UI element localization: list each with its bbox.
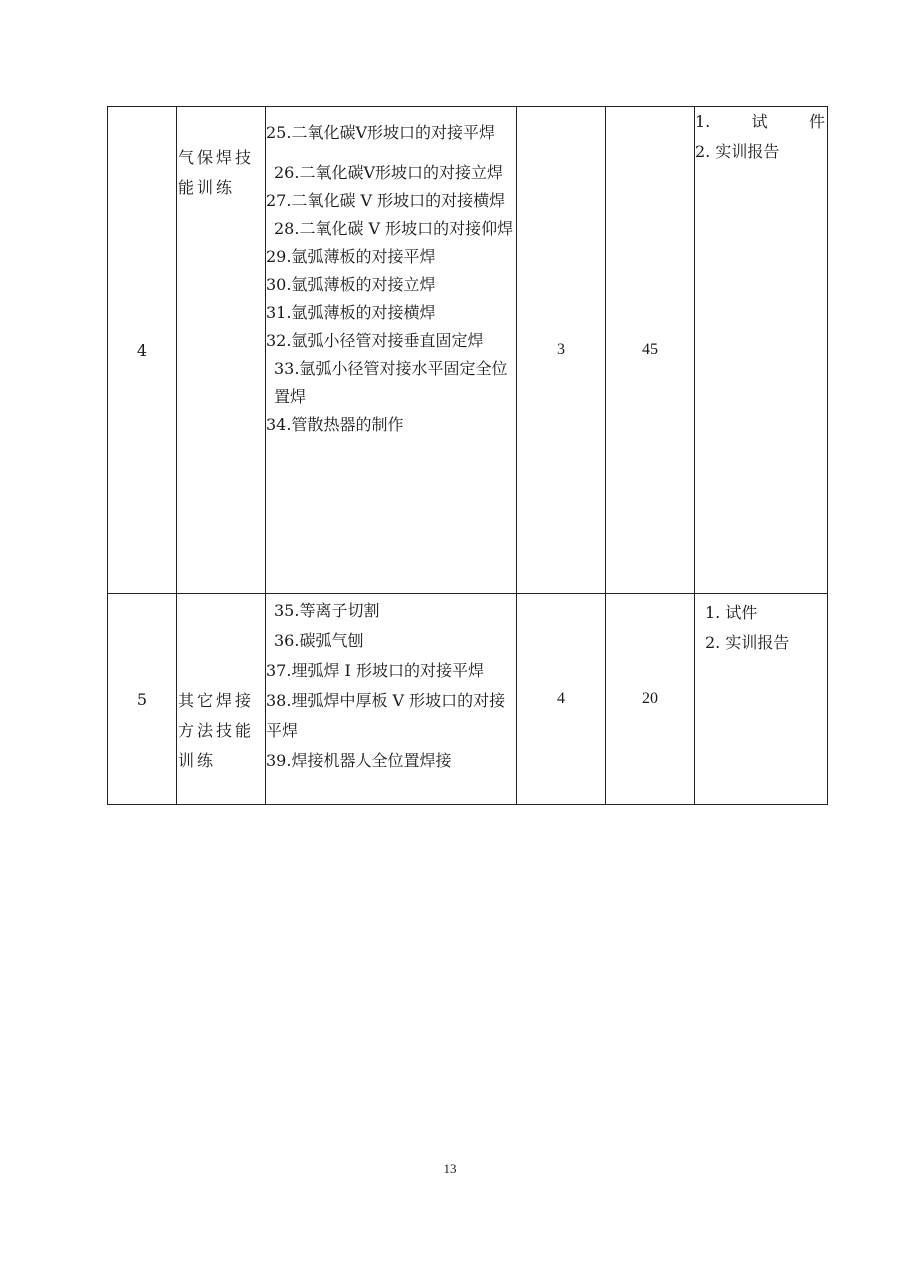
content-item: 25.二氧化碳V形坡口的对接平焊 (266, 123, 496, 142)
weeks-cell: 4 (517, 594, 606, 805)
content-item: 33.氩弧小径管对接水平固定全位置焊 (274, 359, 508, 406)
evaluation-item: 1. 试 件 (695, 112, 825, 131)
evaluation-item: 2. 实训报告 (695, 142, 780, 161)
content-item: 37.埋弧焊 I 形坡口的对接平焊 (266, 661, 484, 680)
evaluation-cell (695, 107, 828, 594)
training-content (266, 594, 517, 805)
content-item: 28.二氧化碳 V 形坡口的对接仰焊 (274, 219, 514, 238)
content-item: 30.氩弧薄板的对接立焊 (266, 275, 436, 294)
table-row (108, 107, 828, 594)
hours-cell: 45 (606, 107, 695, 594)
content-item: 27.二氧化碳 V 形坡口的对接横焊 (266, 191, 506, 210)
content-item: 36.碳弧气刨 (274, 631, 364, 650)
weeks-cell: 3 (517, 107, 606, 594)
row-number: 4 (108, 107, 177, 594)
content-item: 29.氩弧薄板的对接平焊 (266, 247, 436, 266)
evaluation-item: 1. 试件 (705, 603, 758, 622)
hours-cell: 20 (606, 594, 695, 805)
page-number: 13 (443, 1161, 457, 1176)
row-number: 5 (108, 594, 177, 805)
content-item: 39.焊接机器人全位置焊接 (266, 751, 452, 770)
content-item: 26.二氧化碳V形坡口的对接立焊 (274, 163, 504, 182)
evaluation-cell (695, 594, 828, 805)
training-name: 其它焊接方法技能训练 (177, 594, 266, 805)
content-item: 32.氩弧小径管对接垂直固定焊 (266, 331, 484, 350)
training-content (266, 107, 517, 594)
content-item: 31.氩弧薄板的对接横焊 (266, 303, 436, 322)
content-item: 38.埋弧焊中厚板 V 形坡口的对接平焊 (266, 691, 506, 740)
evaluation-item: 2. 实训报告 (705, 633, 790, 652)
content-item: 35.等离子切割 (274, 601, 380, 620)
course-table (107, 106, 828, 805)
table-row (108, 594, 828, 805)
content-item: 34.管散热器的制作 (266, 415, 404, 434)
training-name: 气保焊技能训练 (177, 107, 266, 594)
